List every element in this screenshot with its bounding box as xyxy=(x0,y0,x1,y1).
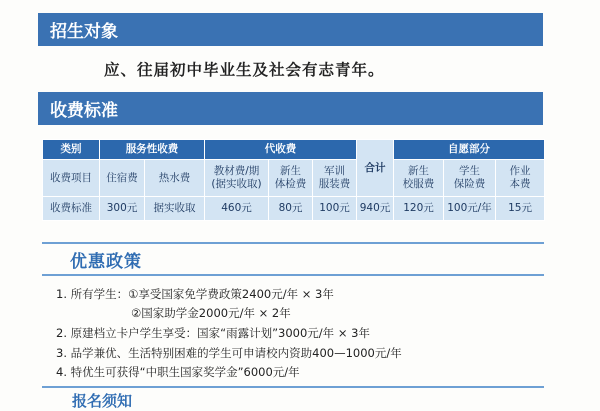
value-homework-books: 15元 xyxy=(496,197,545,221)
header-voluntary: 自愿部分 xyxy=(394,140,545,160)
col-hot-water: 热水费 xyxy=(145,160,205,197)
policy-line-3: 3. 品学兼优、生活特别困难的学生可申请校内资助400—1000元/年 xyxy=(56,346,402,360)
value-medical-exam: 80元 xyxy=(269,197,313,221)
section-header-fees xyxy=(38,92,543,125)
header-total: 合计 xyxy=(357,140,394,197)
value-school-uniform: 120元 xyxy=(394,197,444,221)
fee-table-column-header-row xyxy=(43,160,545,197)
col-military-uniform: 军训 服装费 xyxy=(313,160,357,197)
fee-table-group-header-row xyxy=(43,140,545,160)
value-military-uniform: 100元 xyxy=(313,197,357,221)
header-collected-fees: 代收费 xyxy=(205,140,357,160)
value-total: 940元 xyxy=(357,197,394,221)
section-title-admission: 招生对象 xyxy=(50,22,118,42)
header-category: 类别 xyxy=(43,140,100,160)
policy-line-2: 2. 原建档立卡户学生享受：国家“雨露计划”3000元/年 × 3年 xyxy=(56,326,370,340)
next-section-rule xyxy=(42,386,544,388)
fee-table xyxy=(42,139,545,221)
header-service-fees: 服务性收费 xyxy=(100,140,205,160)
policy-top-rule xyxy=(42,242,544,244)
value-accommodation: 300元 xyxy=(100,197,145,221)
admission-target-text: 应、往届初中毕业生及社会有志青年。 xyxy=(104,61,385,79)
value-textbooks: 460元 xyxy=(205,197,269,221)
value-hot-water: 据实收取 xyxy=(145,197,205,221)
col-fee-item: 收费项目 xyxy=(43,160,100,197)
section-title-fees: 收费标准 xyxy=(50,101,118,121)
col-medical-exam: 新生 体检费 xyxy=(269,160,313,197)
policy-line-1: 1. 所有学生：①享受国家免学费政策2400元/年 × 3年 xyxy=(56,287,334,301)
col-insurance: 学生 保险费 xyxy=(444,160,496,197)
row-label-standard: 收费标准 xyxy=(43,197,100,221)
col-accommodation: 住宿费 xyxy=(100,160,145,197)
policy-bottom-rule xyxy=(42,274,544,276)
value-insurance: 100元/年 xyxy=(444,197,496,221)
policy-line-1b: ②国家助学金2000元/年 × 2年 xyxy=(131,306,291,320)
section-title-policy: 优惠政策 xyxy=(70,252,142,272)
policy-line-4: 4. 特优生可获得“中职生国家奖学金”6000元/年 xyxy=(56,365,300,379)
section-header-admission xyxy=(38,13,543,46)
fee-table-row xyxy=(43,197,545,221)
col-homework-books: 作业 本费 xyxy=(496,160,545,197)
col-textbooks: 教材费/期 (据实收取) xyxy=(205,160,269,197)
section-title-next: 报名须知 xyxy=(72,392,133,410)
col-school-uniform: 新生 校服费 xyxy=(394,160,444,197)
